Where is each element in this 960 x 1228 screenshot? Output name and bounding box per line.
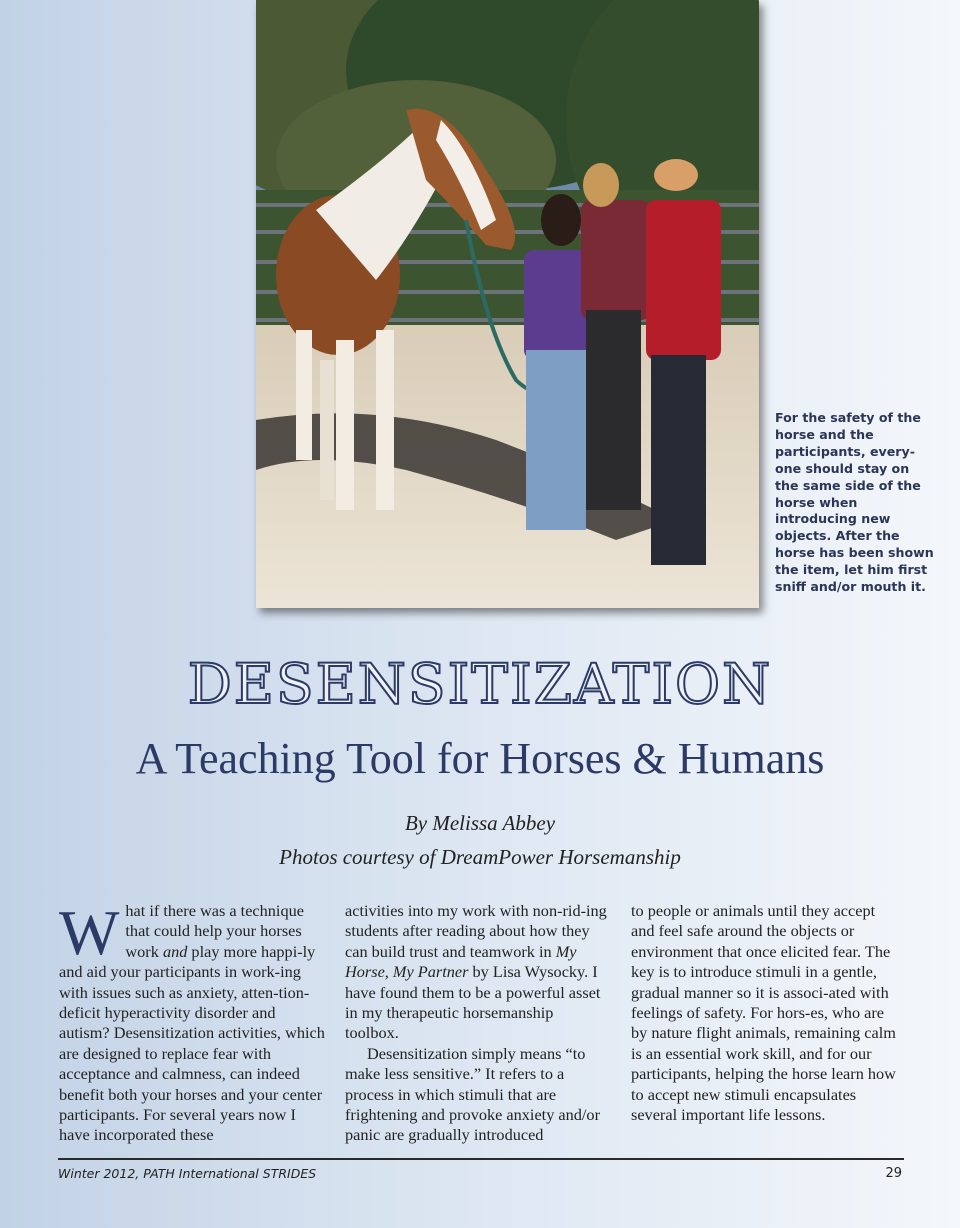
photo-credit: Photos courtesy of DreamPower Horsemanship	[279, 845, 681, 869]
page-number: 29	[885, 1166, 902, 1181]
paragraph-text: Desensitization simply means “to make less sensitive.” It refers to a process in which stimuli that are frightening and provoke anxiety and/or panic are gradually introduced	[345, 1043, 600, 1145]
footer-divider	[58, 1158, 904, 1160]
paragraph-text: hat if there was a technique that could help your horses work	[125, 901, 304, 961]
horse-photo	[256, 0, 759, 608]
body-column-1	[59, 897, 325, 1146]
paragraph-text: to people or animals until they accept and feel safe around the objects or environment that once elicited fear. The key is to introduce stimuli in a gentle, gradual manner so it is associ-ated with feelings of safety. For hors-es, who are by nature flight animals, remaining calm is an essential work skill, and for our participants, helping the horse learn how to accept new stimuli encapsulates several important life lessons.	[631, 901, 896, 1125]
paragraph-text: play more happi-ly and aid your participants in work-ing with issues such as anxiety, atten-tion-deficit hyperactivity disorder and autism? Desensitization activities, which are designed to replace fear with acceptance and calmness, can indeed benefit both your horses and your center participants. For several years now I have incorporated these	[59, 941, 325, 1145]
footer-publication: Winter 2012, PATH International STRIDES	[58, 1166, 317, 1181]
paragraph-text: activities into my work with non-rid-ing students after reading about how they can build trust and teamwork in	[345, 901, 607, 961]
photo-caption: For the safety of the horse and the participants, every-one should stay on the same side of the horse when introducing new objects. After the horse has been shown the item, let him first sniff and/or mouth it.	[775, 410, 934, 595]
drop-cap: W	[59, 897, 120, 968]
article-title: DESENSITIZATION	[187, 652, 773, 716]
book-title: My Horse, My Partner	[345, 941, 577, 982]
article-subtitle: A Teaching Tool for Horses & Humans	[135, 734, 825, 783]
emphasis-text: and	[162, 941, 188, 961]
body-column-2	[345, 901, 607, 1146]
author-byline: By Melissa Abbey	[404, 811, 556, 835]
paragraph-text: by Lisa Wysocky. I have found them to be a powerful asset in my therapeutic horsemanship toolbox.	[345, 962, 601, 1043]
body-column-3	[631, 901, 897, 1125]
